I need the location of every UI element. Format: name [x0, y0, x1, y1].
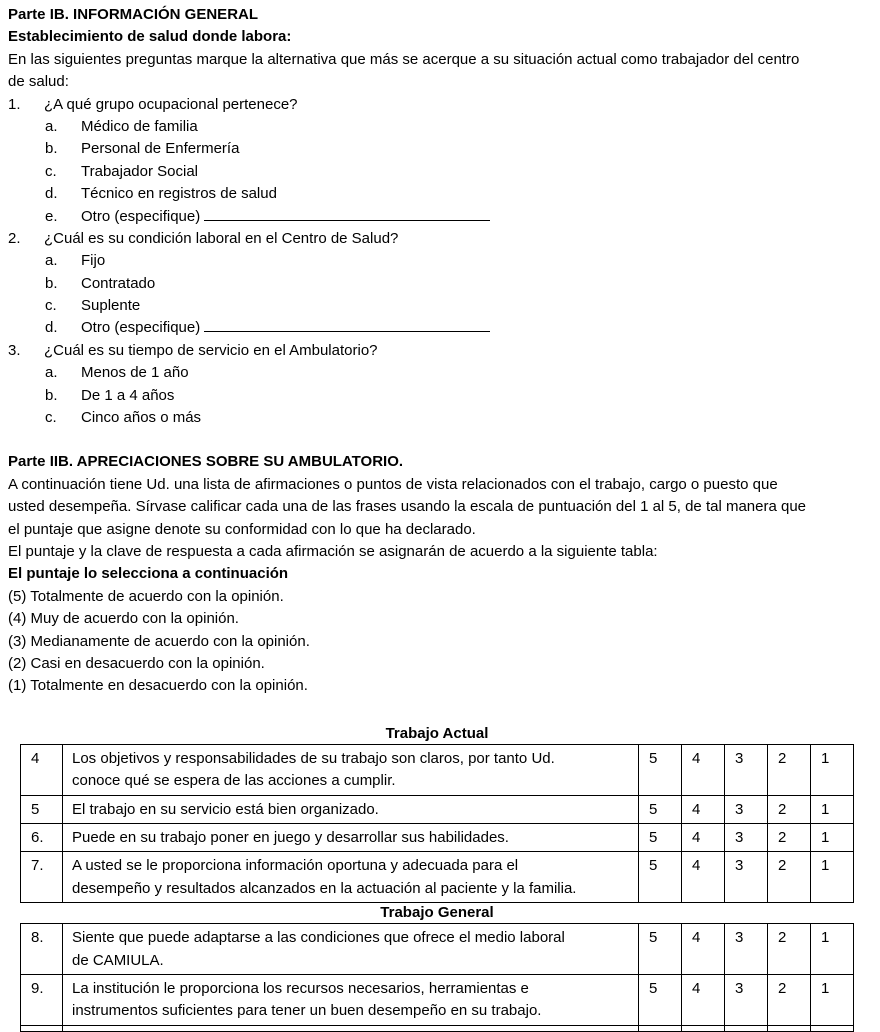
option-letter: c. — [45, 409, 57, 427]
option-letter: a. — [45, 252, 58, 270]
statement-line: Siente que puede adaptarse a las condiciones que ofrece el medio laboral — [72, 929, 565, 947]
part1-intro-line1: En las siguientes preguntas marque la alternativa que más se acerque a su situación actual como trabajador del centro — [8, 50, 800, 68]
option-2a[interactable] — [8, 250, 876, 272]
option-1c[interactable] — [8, 161, 876, 183]
score-4[interactable]: 4 — [682, 924, 725, 975]
statement-line: Los objetivos y responsabilidades de su trabajo son claros, por tanto Ud. — [72, 749, 555, 767]
option-text: Suplente — [81, 297, 141, 315]
option-3b[interactable] — [8, 385, 876, 407]
specify-blank-line[interactable] — [204, 317, 490, 332]
option-letter: d. — [45, 185, 58, 203]
option-text: Médico de familia — [81, 117, 198, 135]
option-3c[interactable] — [8, 407, 876, 429]
part2-para-line2: usted desempeña. Sírvase calificar cada una de las frases usando la escala de puntuación del 1 al 5, de tal manera que — [8, 498, 807, 516]
score-4[interactable]: 4 — [682, 852, 725, 903]
score-5[interactable]: 5 — [639, 924, 682, 975]
question-text: ¿Cuál es su tiempo de servicio en el Ambulatorio? — [44, 341, 378, 359]
question-1 — [8, 94, 876, 116]
specify-blank-line[interactable] — [204, 206, 490, 221]
score-2[interactable]: 2 — [768, 795, 811, 823]
item-statement — [63, 744, 639, 795]
score-2[interactable]: 2 — [768, 924, 811, 975]
score-cell[interactable] — [811, 1025, 854, 1031]
option-text: Otro (especifique) — [81, 207, 201, 225]
score-2[interactable]: 2 — [768, 823, 811, 851]
option-letter: b. — [45, 386, 58, 404]
part2-table-intro: El puntaje y la clave de respuesta a cada afirmación se asignarán de acuerdo a la siguiente tabla: — [8, 542, 658, 560]
table-title-trabajo-actual: Trabajo Actual — [385, 724, 489, 742]
option-text: Menos de 1 año — [81, 364, 189, 382]
option-letter: b. — [45, 140, 58, 158]
item-number: 8. — [21, 924, 63, 975]
option-3a[interactable] — [8, 362, 876, 384]
score-3[interactable]: 3 — [725, 744, 768, 795]
option-letter: e. — [45, 207, 58, 225]
option-text: Trabajador Social — [81, 162, 199, 180]
score-3[interactable]: 3 — [725, 795, 768, 823]
scale-item-3: (3) Medianamente de acuerdo con la opinión. — [8, 632, 310, 650]
item-statement — [63, 924, 639, 975]
score-1[interactable]: 1 — [811, 795, 854, 823]
score-2[interactable]: 2 — [768, 974, 811, 1025]
score-1[interactable]: 1 — [811, 924, 854, 975]
score-2[interactable]: 2 — [768, 744, 811, 795]
item-statement — [63, 1025, 639, 1031]
option-text: Otro (especifique) — [81, 319, 201, 337]
item-number: 7. — [21, 852, 63, 903]
score-5[interactable]: 5 — [639, 852, 682, 903]
option-text: De 1 a 4 años — [81, 386, 175, 404]
option-text: Técnico en registros de salud — [81, 185, 277, 203]
score-5[interactable]: 5 — [639, 823, 682, 851]
part1-intro-line2: de salud: — [8, 73, 69, 91]
option-letter: c. — [45, 297, 57, 315]
option-1e[interactable] — [8, 206, 876, 228]
table-row — [21, 852, 854, 903]
score-2[interactable]: 2 — [768, 852, 811, 903]
option-letter: a. — [45, 117, 58, 135]
item-number: 4 — [21, 744, 63, 795]
rating-table-trabajo-actual — [20, 744, 854, 903]
item-statement — [63, 852, 639, 903]
question-number: 1. — [8, 95, 21, 113]
table-row — [21, 924, 854, 975]
rating-table-trabajo-general — [20, 923, 854, 1032]
item-number: 5 — [21, 795, 63, 823]
table-row — [21, 974, 854, 1025]
table-title-trabajo-general: Trabajo General — [380, 904, 494, 922]
score-1[interactable]: 1 — [811, 823, 854, 851]
question-text: ¿A qué grupo ocupacional pertenece? — [44, 95, 298, 113]
questionnaire-page — [8, 4, 876, 1032]
statement-line: instrumentos suficientes para tener un buen desempeño en su trabajo. — [72, 1002, 542, 1020]
option-text: Contratado — [81, 274, 156, 292]
question-text: ¿Cuál es su condición laboral en el Centro de Salud? — [44, 229, 399, 247]
question-2 — [8, 228, 876, 250]
question-number: 3. — [8, 341, 21, 359]
option-text: Cinco años o más — [81, 409, 202, 427]
item-statement: Puede en su trabajo poner en juego y desarrollar sus habilidades. — [63, 823, 639, 851]
part2-title: Parte IIB. APRECIACIONES SOBRE SU AMBULATORIO. — [8, 453, 404, 471]
question-number: 2. — [8, 229, 21, 247]
score-5[interactable]: 5 — [639, 744, 682, 795]
score-3[interactable]: 3 — [725, 974, 768, 1025]
score-cell[interactable] — [682, 1025, 725, 1031]
item-number: 6. — [21, 823, 63, 851]
item-statement: El trabajo en su servicio está bien organizado. — [63, 795, 639, 823]
option-2c[interactable] — [8, 295, 876, 317]
score-4[interactable]: 4 — [682, 795, 725, 823]
section-spacer — [8, 698, 876, 724]
statement-line: desempeño y resultados alcanzados en la actuación al paciente y la familia. — [72, 879, 577, 897]
score-3[interactable]: 3 — [725, 823, 768, 851]
score-cell[interactable] — [768, 1025, 811, 1031]
scale-title: El puntaje lo selecciona a continuación — [8, 565, 289, 583]
score-1[interactable]: 1 — [811, 852, 854, 903]
item-number: 9. — [21, 974, 63, 1025]
item-number — [21, 1025, 63, 1031]
scale-item-1: (1) Totalmente en desacuerdo con la opinión. — [8, 677, 308, 695]
option-2b[interactable] — [8, 273, 876, 295]
score-4[interactable]: 4 — [682, 974, 725, 1025]
section-spacer — [8, 429, 876, 451]
score-3[interactable]: 3 — [725, 924, 768, 975]
question-3 — [8, 340, 876, 362]
table-row — [21, 823, 854, 851]
score-cell[interactable] — [639, 1025, 682, 1031]
table-row — [21, 795, 854, 823]
score-5[interactable]: 5 — [639, 974, 682, 1025]
option-1b[interactable] — [8, 138, 876, 160]
statement-line: conoce qué se espera de las acciones a cumplir. — [72, 772, 396, 790]
option-2d[interactable] — [8, 317, 876, 339]
part2-para-line1: A continuación tiene Ud. una lista de afirmaciones o puntos de vista relacionados con el trabajo, cargo o puesto que — [8, 475, 778, 493]
statement-line: de CAMIULA. — [72, 951, 164, 969]
option-text: Fijo — [81, 252, 106, 270]
statement-line: A usted se le proporciona información oportuna y adecuada para el — [72, 857, 519, 875]
option-letter: a. — [45, 364, 58, 382]
score-cell[interactable] — [725, 1025, 768, 1031]
part1-title: Parte IB. INFORMACIÓN GENERAL — [8, 6, 259, 23]
score-4[interactable]: 4 — [682, 744, 725, 795]
option-1d[interactable] — [8, 183, 876, 205]
score-5[interactable]: 5 — [639, 795, 682, 823]
score-1[interactable]: 1 — [811, 974, 854, 1025]
part2-para-line3: el puntaje que asigne denote su conformidad con lo que ha declarado. — [8, 520, 476, 538]
statement-line: La institución le proporciona los recursos necesarios, herramientas e — [72, 979, 529, 997]
score-4[interactable]: 4 — [682, 823, 725, 851]
option-letter: b. — [45, 274, 58, 292]
score-1[interactable]: 1 — [811, 744, 854, 795]
table-row — [21, 1025, 854, 1031]
part1-subtitle: Establecimiento de salud donde labora: — [8, 28, 292, 46]
table-row — [21, 744, 854, 795]
option-letter: d. — [45, 319, 58, 337]
score-3[interactable]: 3 — [725, 852, 768, 903]
scale-item-2: (2) Casi en desacuerdo con la opinión. — [8, 654, 265, 672]
option-text: Personal de Enfermería — [81, 140, 240, 158]
option-1a[interactable] — [8, 116, 876, 138]
item-statement — [63, 974, 639, 1025]
scale-item-5: (5) Totalmente de acuerdo con la opinión. — [8, 587, 284, 605]
option-letter: c. — [45, 162, 57, 180]
scale-item-4: (4) Muy de acuerdo con la opinión. — [8, 610, 239, 628]
